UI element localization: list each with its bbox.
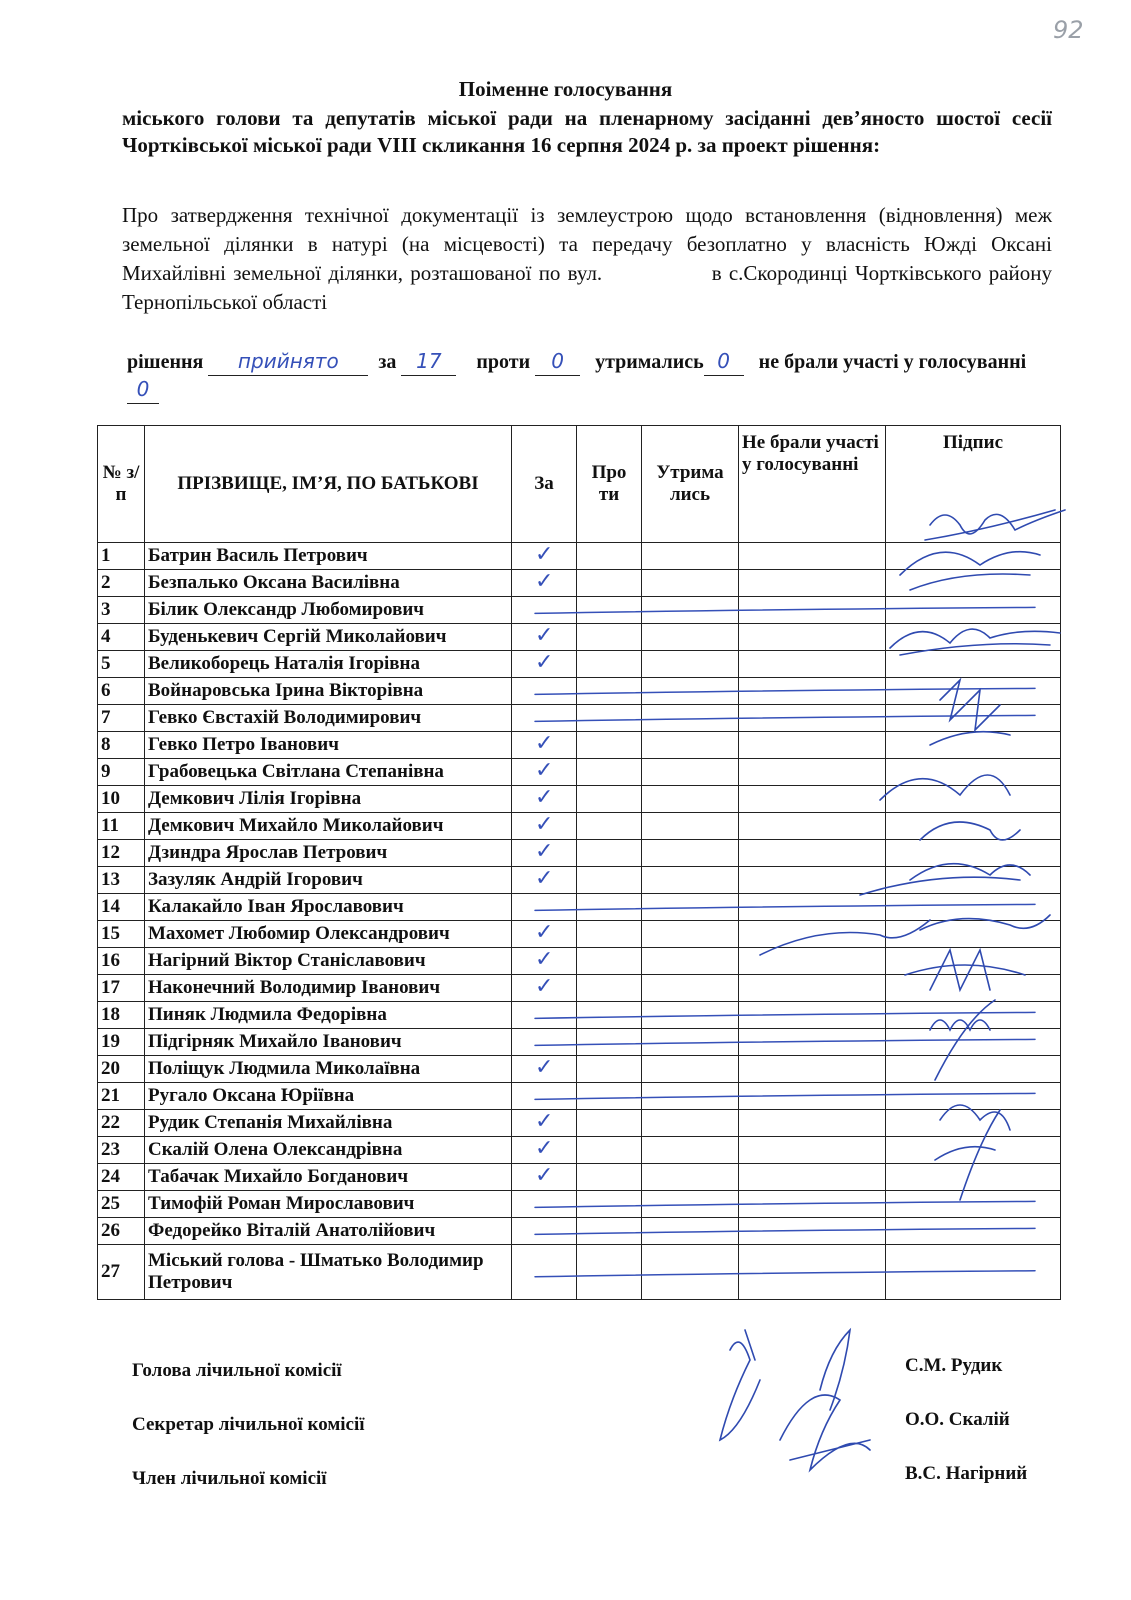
- row-number: 9: [98, 759, 145, 786]
- vote-abstained-cell: [642, 624, 739, 651]
- vote-abstained-cell: [642, 813, 739, 840]
- commission-secretary-label: Секретар лічильної комісії: [132, 1414, 365, 1435]
- check-mark-icon: ✓: [535, 1055, 554, 1080]
- deputy-name: Підгірняк Михайло Іванович: [145, 1029, 512, 1056]
- vote-abstained-cell: [642, 732, 739, 759]
- check-mark-icon: ✓: [535, 569, 554, 594]
- signature-cell: [886, 759, 1061, 786]
- vote-against-cell: [577, 1218, 642, 1245]
- vote-abstained-cell: [642, 975, 739, 1002]
- vote-abstained-cell: [642, 1164, 739, 1191]
- row-number: 12: [98, 840, 145, 867]
- vote-absent-cell: [739, 813, 886, 840]
- vote-absent-cell: [739, 651, 886, 678]
- row-number: 16: [98, 948, 145, 975]
- deputy-name: Зазуляк Андрій Ігорович: [145, 867, 512, 894]
- vote-for-cell: [512, 732, 577, 759]
- signature-cell: [886, 948, 1061, 975]
- vote-against-cell: [577, 948, 642, 975]
- deputy-name: Ругало Оксана Юріївна: [145, 1083, 512, 1110]
- signature-cell: [886, 1110, 1061, 1137]
- table-row: [98, 732, 1061, 759]
- table-row: [98, 543, 1061, 570]
- table-row: [98, 1083, 1061, 1110]
- check-mark-icon: ✓: [535, 866, 554, 891]
- deputy-name: Буденькевич Сергій Миколайович: [145, 624, 512, 651]
- vote-abstained-cell: [642, 1137, 739, 1164]
- against-value: 0: [535, 348, 580, 376]
- table-row: [98, 597, 1061, 624]
- table-row: [98, 867, 1061, 894]
- decision-label: рішення: [127, 351, 204, 373]
- vote-for-cell: [512, 948, 577, 975]
- vote-abstained-cell: [642, 1056, 739, 1083]
- signature-cell: [886, 1218, 1061, 1245]
- vote-abstained-cell: [642, 921, 739, 948]
- vote-for-cell: [512, 1110, 577, 1137]
- vote-absent-cell: [739, 1056, 886, 1083]
- vote-absent-cell: [739, 894, 886, 921]
- commission-secretary-name: О.О. Скалій: [905, 1409, 1010, 1430]
- abstained-value: 0: [704, 348, 744, 376]
- vote-for-cell: [512, 1245, 577, 1300]
- for-label: за: [378, 351, 397, 373]
- vote-against-cell: [577, 651, 642, 678]
- signature-cell: [886, 705, 1061, 732]
- vote-for-cell: [512, 867, 577, 894]
- deputy-name: Білик Олександр Любомирович: [145, 597, 512, 624]
- vote-for-cell: [512, 1083, 577, 1110]
- vote-for-cell: [512, 1137, 577, 1164]
- signature-cell: [886, 543, 1061, 570]
- vote-abstained-cell: [642, 1191, 739, 1218]
- deputy-name: Федорейко Віталій Анатолійович: [145, 1218, 512, 1245]
- deputy-name: Демкович Михайло Миколайович: [145, 813, 512, 840]
- deputy-name: Рудик Степанія Михайлівна: [145, 1110, 512, 1137]
- row-number: 22: [98, 1110, 145, 1137]
- table-row: [98, 759, 1061, 786]
- row-number: 23: [98, 1137, 145, 1164]
- vote-against-cell: [577, 921, 642, 948]
- vote-against-cell: [577, 786, 642, 813]
- table-row: [98, 1137, 1061, 1164]
- vote-for-cell: [512, 651, 577, 678]
- check-mark-icon: ✓: [535, 1109, 554, 1134]
- vote-absent-cell: [739, 705, 886, 732]
- vote-absent-cell: [739, 678, 886, 705]
- vote-against-cell: [577, 1245, 642, 1300]
- commission-chair-label: Голова лічильної комісії: [132, 1360, 342, 1381]
- vote-abstained-cell: [642, 1218, 739, 1245]
- vote-for-cell: [512, 624, 577, 651]
- table-row: [98, 624, 1061, 651]
- document-title: Поіменне голосування: [458, 77, 673, 101]
- vote-absent-cell: [739, 624, 886, 651]
- row-number: 27: [98, 1245, 145, 1300]
- absent-value: 0: [127, 376, 159, 404]
- row-number: 20: [98, 1056, 145, 1083]
- deputy-name: Наконечний Володимир Іванович: [145, 975, 512, 1002]
- vote-against-cell: [577, 597, 642, 624]
- table-row: [98, 1002, 1061, 1029]
- deputy-name: Скалій Олена Олександрівна: [145, 1137, 512, 1164]
- signature-cell: [886, 1245, 1061, 1300]
- vote-abstained-cell: [642, 543, 739, 570]
- vote-for-cell: [512, 543, 577, 570]
- deputy-name: Нагірний Віктор Станіславович: [145, 948, 512, 975]
- row-number: 15: [98, 921, 145, 948]
- vote-absent-cell: [739, 732, 886, 759]
- document-subtitle: міського голови та депутатів міської ради на пленарному засіданні дев’яносто шостої сесії Чортківської міської ради VIII скликання 16 серпня 2024 р. за проект рішення:: [122, 106, 1052, 157]
- row-number: 11: [98, 813, 145, 840]
- vote-abstained-cell: [642, 867, 739, 894]
- deputy-name: Пиняк Людмила Федорівна: [145, 1002, 512, 1029]
- vote-for-cell: [512, 705, 577, 732]
- vote-abstained-cell: [642, 570, 739, 597]
- vote-for-cell: [512, 1029, 577, 1056]
- draft-decision-text-part1: Про затвердження технічної документації із землеустрою щодо встановлення (відновлення) меж земельної ділянки в натурі (на місцевості) та передачу безоплатно у власність Южді Оксані Михайлівні земельної ділянки, розташованої по вул.: [122, 203, 1052, 285]
- vote-for-cell: [512, 678, 577, 705]
- deputy-name: Демкович Лілія Ігорівна: [145, 786, 512, 813]
- against-label: проти: [476, 351, 531, 373]
- vote-absent-cell: [739, 1137, 886, 1164]
- check-mark-icon: ✓: [535, 1163, 554, 1188]
- check-mark-icon: ✓: [535, 623, 554, 648]
- signature-cell: [886, 1191, 1061, 1218]
- table-row: [98, 1029, 1061, 1056]
- table-row: [98, 948, 1061, 975]
- deputy-name: Гевко Петро Іванович: [145, 732, 512, 759]
- vote-against-cell: [577, 543, 642, 570]
- vote-absent-cell: [739, 759, 886, 786]
- vote-abstained-cell: [642, 1083, 739, 1110]
- table-row: [98, 894, 1061, 921]
- vote-against-cell: [577, 1083, 642, 1110]
- vote-absent-cell: [739, 543, 886, 570]
- row-number: 18: [98, 1002, 145, 1029]
- table-row: [98, 678, 1061, 705]
- table-row: [98, 1110, 1061, 1137]
- signature-cell: [886, 1056, 1061, 1083]
- vote-against-cell: [577, 894, 642, 921]
- vote-abstained-cell: [642, 651, 739, 678]
- signature-cell: [886, 597, 1061, 624]
- vote-for-cell: [512, 921, 577, 948]
- check-mark-icon: ✓: [535, 1136, 554, 1161]
- vote-for-cell: [512, 1056, 577, 1083]
- check-mark-icon: ✓: [535, 812, 554, 837]
- vote-abstained-cell: [642, 597, 739, 624]
- vote-against-cell: [577, 1137, 642, 1164]
- table-row: [98, 1245, 1061, 1300]
- vote-for-cell: [512, 597, 577, 624]
- vote-abstained-cell: [642, 1002, 739, 1029]
- row-number: 21: [98, 1083, 145, 1110]
- vote-abstained-cell: [642, 705, 739, 732]
- decision-value: прийнято: [208, 348, 368, 376]
- absent-label: не брали участі у голосуванні: [758, 351, 1027, 373]
- vote-against-cell: [577, 975, 642, 1002]
- signature-cell: [886, 1137, 1061, 1164]
- vote-against-cell: [577, 678, 642, 705]
- deputy-name: Калакайло Іван Ярославович: [145, 894, 512, 921]
- check-mark-icon: ✓: [535, 650, 554, 675]
- vote-against-cell: [577, 570, 642, 597]
- check-mark-icon: ✓: [535, 542, 554, 567]
- vote-against-cell: [577, 1002, 642, 1029]
- signature-cell: [886, 678, 1061, 705]
- vote-for-cell: [512, 1164, 577, 1191]
- vote-absent-cell: [739, 1191, 886, 1218]
- commission-member-label: Член лічильної комісії: [132, 1468, 327, 1489]
- vote-for-cell: [512, 813, 577, 840]
- vote-abstained-cell: [642, 759, 739, 786]
- deputy-name: Гевко Євстахій Володимирович: [145, 705, 512, 732]
- signature-cell: [886, 651, 1061, 678]
- deputy-name: Поліщук Людмила Миколаївна: [145, 1056, 512, 1083]
- signature-cell: [886, 732, 1061, 759]
- table-row: [98, 1164, 1061, 1191]
- deputy-name: Дзиндра Ярослав Петрович: [145, 840, 512, 867]
- header-for: За: [512, 426, 577, 543]
- row-number: 26: [98, 1218, 145, 1245]
- draft-decision-text-part2: в с.Скородинці Чортківського району Тернопільської області: [122, 261, 1052, 314]
- check-mark-icon: ✓: [535, 920, 554, 945]
- header-signature: Підпис: [886, 426, 1061, 543]
- check-mark-icon: ✓: [535, 839, 554, 864]
- row-number: 7: [98, 705, 145, 732]
- signature-cell: [886, 1083, 1061, 1110]
- vote-absent-cell: [739, 570, 886, 597]
- table-body: [98, 543, 1061, 1300]
- vote-against-cell: [577, 732, 642, 759]
- row-number: 3: [98, 597, 145, 624]
- signature-cell: [886, 894, 1061, 921]
- vote-abstained-cell: [642, 840, 739, 867]
- vote-abstained-cell: [642, 948, 739, 975]
- row-number: 4: [98, 624, 145, 651]
- vote-absent-cell: [739, 1218, 886, 1245]
- check-mark-icon: ✓: [535, 731, 554, 756]
- row-number: 13: [98, 867, 145, 894]
- vote-abstained-cell: [642, 1110, 739, 1137]
- signature-cell: [886, 1029, 1061, 1056]
- vote-absent-cell: [739, 921, 886, 948]
- table-row: [98, 1191, 1061, 1218]
- vote-absent-cell: [739, 975, 886, 1002]
- row-number: 24: [98, 1164, 145, 1191]
- table-row: [98, 705, 1061, 732]
- signature-cell: [886, 975, 1061, 1002]
- deputy-name: Войнаровська Ірина Вікторівна: [145, 678, 512, 705]
- vote-against-cell: [577, 759, 642, 786]
- signature-cell: [886, 786, 1061, 813]
- header-absent: Не брали участі у голосуванні: [739, 426, 886, 543]
- header-abstained: Утрима лись: [642, 426, 739, 543]
- table-row: [98, 975, 1061, 1002]
- vote-abstained-cell: [642, 678, 739, 705]
- table-header-row: [98, 426, 1061, 543]
- signature-cell: [886, 840, 1061, 867]
- deputy-name: Грабовецька Світлана Степанівна: [145, 759, 512, 786]
- commission-signatures-icon: [720, 1330, 870, 1470]
- vote-against-cell: [577, 624, 642, 651]
- row-number: 14: [98, 894, 145, 921]
- table-row: [98, 570, 1061, 597]
- vote-for-cell: [512, 1191, 577, 1218]
- vote-for-cell: [512, 975, 577, 1002]
- table-row: [98, 1218, 1061, 1245]
- header-name: ПРІЗВИЩЕ, ІМ’Я, ПО БАТЬКОВІ: [145, 426, 512, 543]
- header-number: № з/п: [98, 426, 145, 543]
- vote-absent-cell: [739, 1164, 886, 1191]
- vote-against-cell: [577, 867, 642, 894]
- table-row: [98, 786, 1061, 813]
- table-row: [98, 1056, 1061, 1083]
- table-row: [98, 651, 1061, 678]
- deputy-name: Безпалько Оксана Василівна: [145, 570, 512, 597]
- deputy-name: Табачак Михайло Богданович: [145, 1164, 512, 1191]
- table-row: [98, 813, 1061, 840]
- vote-absent-cell: [739, 840, 886, 867]
- vote-absent-cell: [739, 597, 886, 624]
- vote-absent-cell: [739, 786, 886, 813]
- row-number: 1: [98, 543, 145, 570]
- vote-for-cell: [512, 570, 577, 597]
- vote-against-cell: [577, 813, 642, 840]
- vote-abstained-cell: [642, 1029, 739, 1056]
- vote-against-cell: [577, 1110, 642, 1137]
- row-number: 2: [98, 570, 145, 597]
- page-number: 92: [1053, 16, 1084, 44]
- check-mark-icon: ✓: [535, 947, 554, 972]
- check-mark-icon: ✓: [535, 974, 554, 999]
- signature-cell: [886, 921, 1061, 948]
- vote-for-cell: [512, 840, 577, 867]
- roll-call-table: [97, 425, 1061, 1300]
- vote-absent-cell: [739, 1029, 886, 1056]
- vote-absent-cell: [739, 1110, 886, 1137]
- row-number: 17: [98, 975, 145, 1002]
- vote-absent-cell: [739, 1002, 886, 1029]
- commission-chair-name: С.М. Рудик: [905, 1355, 1003, 1376]
- signature-cell: [886, 624, 1061, 651]
- vote-against-cell: [577, 1029, 642, 1056]
- draft-decision-text: [122, 201, 1052, 317]
- vote-abstained-cell: [642, 894, 739, 921]
- vote-absent-cell: [739, 1083, 886, 1110]
- abstained-label: утримались: [595, 351, 704, 373]
- signature-cell: [886, 570, 1061, 597]
- signature-cell: [886, 1164, 1061, 1191]
- vote-against-cell: [577, 1191, 642, 1218]
- vote-against-cell: [577, 840, 642, 867]
- row-number: 8: [98, 732, 145, 759]
- table-row: [98, 921, 1061, 948]
- deputy-name: Тимофій Роман Мирославович: [145, 1191, 512, 1218]
- signature-cell: [886, 813, 1061, 840]
- vote-for-cell: [512, 1218, 577, 1245]
- vote-for-cell: [512, 786, 577, 813]
- vote-abstained-cell: [642, 1245, 739, 1300]
- signature-cell: [886, 867, 1061, 894]
- vote-absent-cell: [739, 948, 886, 975]
- vote-against-cell: [577, 705, 642, 732]
- row-number: 19: [98, 1029, 145, 1056]
- table-row: [98, 840, 1061, 867]
- row-number: 10: [98, 786, 145, 813]
- vote-absent-cell: [739, 867, 886, 894]
- commission-member-name: В.С. Нагірний: [905, 1463, 1028, 1484]
- check-mark-icon: ✓: [535, 758, 554, 783]
- row-number: 5: [98, 651, 145, 678]
- vote-for-cell: [512, 1002, 577, 1029]
- row-number: 6: [98, 678, 145, 705]
- vote-against-cell: [577, 1164, 642, 1191]
- vote-absent-cell: [739, 1245, 886, 1300]
- deputy-name: Батрин Василь Петрович: [145, 543, 512, 570]
- row-number: 25: [98, 1191, 145, 1218]
- for-value: 17: [401, 348, 456, 376]
- vote-summary: [127, 348, 1052, 404]
- deputy-name: Махомет Любомир Олександрович: [145, 921, 512, 948]
- header-against: Про ти: [577, 426, 642, 543]
- vote-for-cell: [512, 759, 577, 786]
- deputy-name: Великоборець Наталія Ігорівна: [145, 651, 512, 678]
- vote-for-cell: [512, 894, 577, 921]
- vote-against-cell: [577, 1056, 642, 1083]
- deputy-name: Міський голова - Шматько Володимир Петрович: [145, 1245, 512, 1300]
- signature-cell: [886, 1002, 1061, 1029]
- check-mark-icon: ✓: [535, 785, 554, 810]
- vote-abstained-cell: [642, 786, 739, 813]
